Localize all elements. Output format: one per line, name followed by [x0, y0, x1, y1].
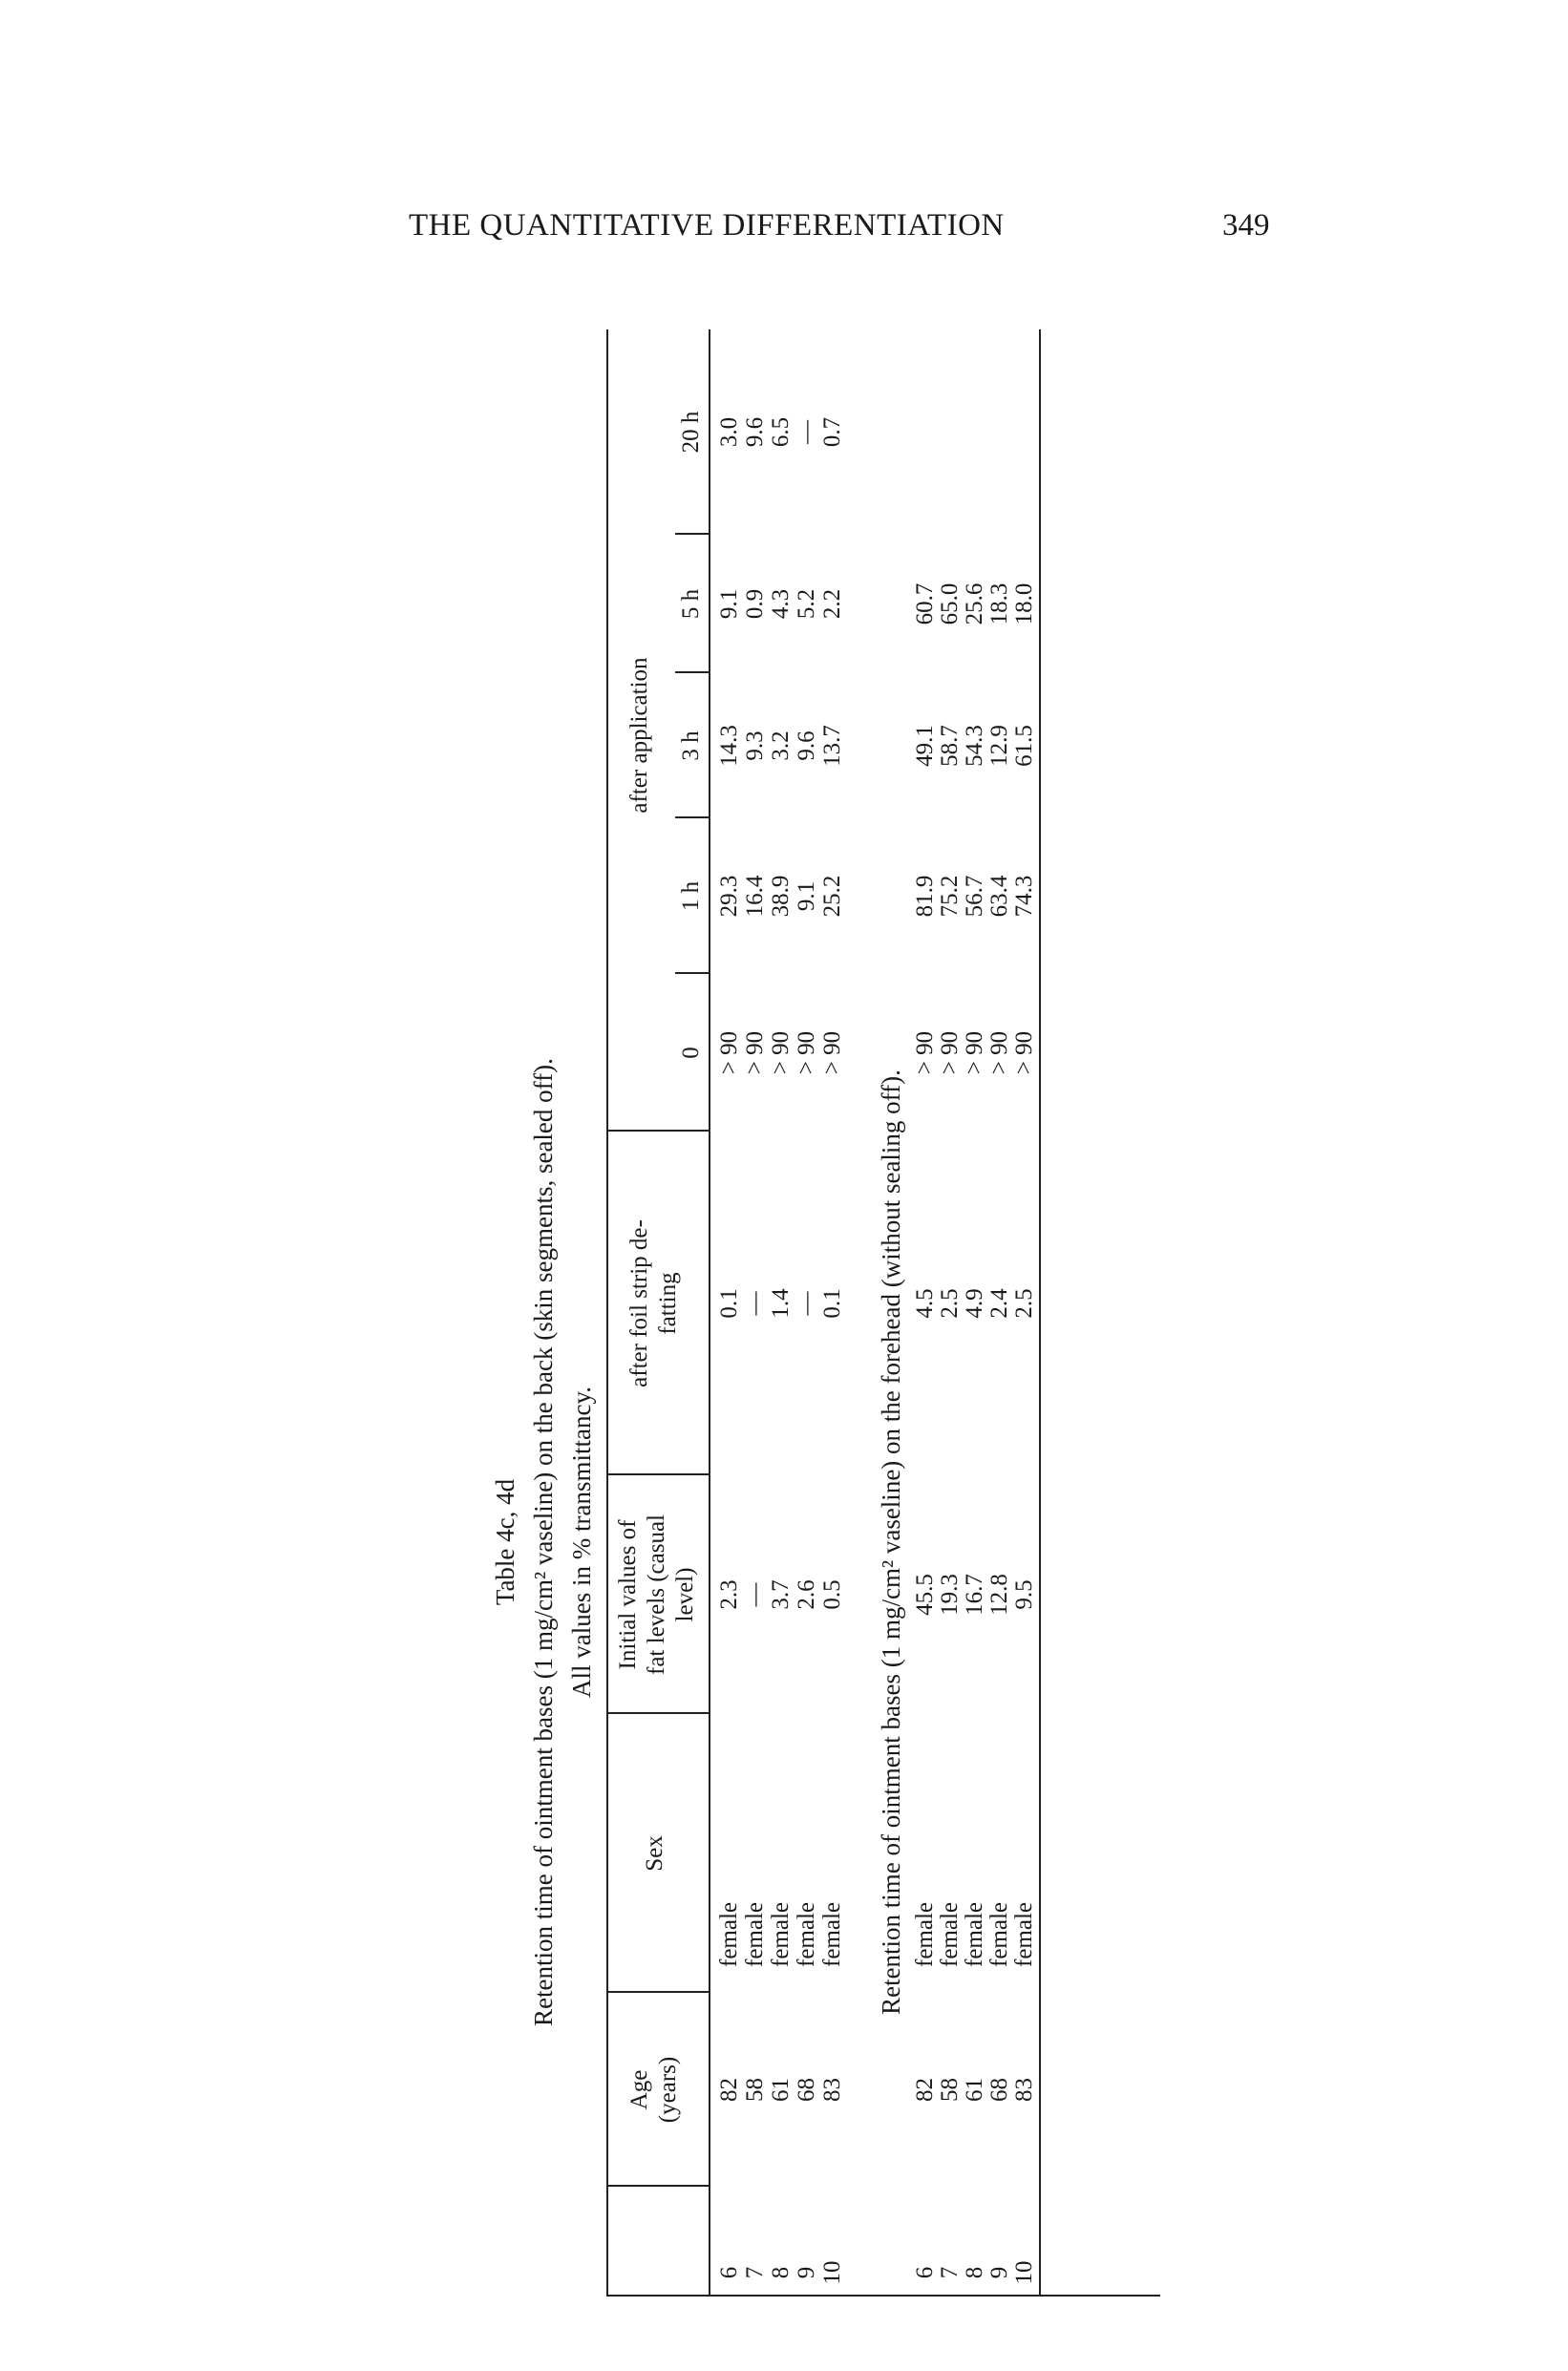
cell-t3: 3.2	[768, 730, 794, 761]
header-foil-line1: after foil strip de-	[626, 1219, 652, 1387]
cell-age: 82	[912, 2078, 938, 2102]
cell-foil: 2.5	[937, 1288, 963, 1319]
cell-t1: 29.3	[716, 875, 742, 918]
cell-foil: 2.5	[1011, 1288, 1037, 1319]
cell-t1: 38.9	[768, 875, 794, 918]
cell-t1: 25.2	[819, 875, 845, 918]
cell-t5: 18.3	[986, 582, 1012, 625]
cell-t3: 12.9	[986, 725, 1012, 767]
cell-t5: 9.1	[716, 588, 742, 620]
cell-t5: 5.2	[794, 588, 819, 620]
cell-no: 8	[768, 2266, 794, 2279]
cell-initial: 2.6	[794, 1579, 819, 1610]
cell-foil: 2.4	[986, 1288, 1012, 1319]
header-t3: 3 h	[678, 730, 704, 761]
cell-t1: 9.1	[794, 880, 819, 912]
cell-foil: 4.5	[912, 1288, 938, 1319]
cell-t3: 9.6	[794, 730, 819, 761]
cell-t5: 60.7	[912, 582, 938, 625]
cell-t20: 9.6	[742, 416, 768, 448]
cell-t3: 14.3	[716, 725, 742, 767]
cell-sex: female	[962, 1901, 987, 1967]
page-number: 349	[1222, 208, 1270, 243]
cell-age: 58	[742, 2078, 768, 2102]
cell-t1: 63.4	[986, 875, 1012, 918]
cell-initial: 16.7	[962, 1574, 987, 1616]
cell-t5: 4.3	[768, 588, 794, 620]
cell-no: 8	[962, 2266, 987, 2279]
cell-foil: —	[794, 1291, 819, 1316]
cell-no: 9	[986, 2266, 1012, 2279]
cell-no: 6	[716, 2266, 742, 2279]
cell-initial: 12.8	[986, 1574, 1012, 1616]
cell-initial: 3.7	[768, 1579, 794, 1610]
cell-t0: > 90	[986, 1030, 1012, 1075]
cell-t5: 18.0	[1011, 582, 1037, 625]
cell-t1: 75.2	[937, 875, 963, 918]
cell-t3: 58.7	[937, 725, 963, 767]
cell-initial: 0.5	[819, 1579, 845, 1610]
cell-initial: 9.5	[1011, 1579, 1037, 1610]
cell-t20: 0.7	[819, 416, 845, 448]
section2-caption: Retention time of ointment bases (1 mg/cm² vaseline) on the forehead (without sealing off).	[877, 1069, 905, 2015]
cell-no: 10	[1011, 2260, 1037, 2285]
cell-t1: 16.4	[742, 875, 768, 918]
cell-t3: 61.5	[1011, 725, 1037, 767]
cell-t1: 81.9	[912, 875, 938, 918]
cell-sex: female	[768, 1901, 794, 1967]
header-after-application: after application	[626, 657, 652, 814]
cell-age: 58	[937, 2078, 963, 2102]
header-t5: 5 h	[678, 588, 704, 620]
cell-t0: > 90	[819, 1030, 845, 1075]
header-initial-line2: fat levels (casual	[644, 1514, 669, 1675]
header-t0: 0	[678, 1047, 704, 1059]
cell-t5: 25.6	[962, 582, 987, 625]
cell-no: 9	[794, 2266, 819, 2279]
header-age-line1: Age	[626, 2069, 652, 2110]
cell-no: 7	[742, 2266, 768, 2279]
cell-t0: > 90	[912, 1030, 938, 1075]
cell-sex: female	[937, 1901, 963, 1967]
cell-t20: 3.0	[716, 416, 742, 448]
header-bottom-rule	[709, 329, 710, 2297]
cell-foil: 0.1	[819, 1288, 845, 1319]
cell-sex: female	[912, 1901, 938, 1967]
cell-sex: female	[794, 1901, 819, 1967]
cell-sex: female	[986, 1901, 1012, 1967]
table-caption-line2: All values in % transmittancy.	[567, 1387, 596, 1698]
cell-t0: > 90	[768, 1030, 794, 1075]
cell-age: 61	[962, 2078, 987, 2102]
header-age-line2: (years)	[655, 2056, 681, 2124]
table-caption-line1: Retention time of ointment bases (1 mg/cm² vaseline) on the back (skin segments, sealed off).	[529, 1058, 558, 2026]
cell-t0: > 90	[742, 1030, 768, 1075]
cell-foil: —	[742, 1291, 768, 1316]
cell-sex: female	[716, 1901, 742, 1967]
cell-t1: 74.3	[1011, 875, 1037, 918]
header-t1: 1 h	[678, 880, 704, 912]
table-bottom-rule	[1039, 329, 1041, 2297]
cell-t0: > 90	[716, 1030, 742, 1075]
rotated-table-block	[487, 301, 1041, 2297]
cell-t0: > 90	[1011, 1030, 1037, 1075]
page-header	[0, 208, 1568, 265]
cell-t1: 56.7	[962, 875, 987, 918]
cell-t3: 54.3	[962, 725, 987, 767]
cell-sex: female	[742, 1901, 768, 1967]
header-sex: Sex	[642, 1835, 667, 1872]
running-title: THE QUANTITATIVE DIFFERENTIATION	[409, 208, 1005, 243]
header-foil-line2: fatting	[655, 1272, 681, 1335]
cell-foil: 1.4	[768, 1288, 794, 1319]
cell-initial: 2.3	[716, 1579, 742, 1610]
cell-age: 83	[819, 2078, 845, 2102]
cell-age: 68	[794, 2078, 819, 2102]
cell-t5: 0.9	[742, 588, 768, 620]
cell-t5: 2.2	[819, 588, 845, 620]
cell-initial: 19.3	[937, 1574, 963, 1616]
cell-sex: female	[1011, 1901, 1037, 1967]
cell-foil: 4.9	[962, 1288, 987, 1319]
cell-no: 6	[912, 2266, 938, 2279]
header-initial-line3: level)	[672, 1567, 698, 1622]
header-initial-line1: Initial values of	[615, 1519, 641, 1670]
header-t20: 20 h	[678, 411, 704, 454]
cell-t0: > 90	[962, 1030, 987, 1075]
cell-initial: —	[742, 1582, 768, 1607]
cell-age: 82	[716, 2078, 742, 2102]
cell-t3: 9.3	[742, 730, 768, 761]
cell-t20: —	[794, 420, 819, 444]
cell-no: 7	[937, 2266, 963, 2279]
table-top-rule	[606, 329, 608, 2297]
cell-t0: > 90	[794, 1030, 819, 1075]
cell-t20: 6.5	[768, 416, 794, 448]
cell-sex: female	[819, 1901, 845, 1967]
cell-age: 68	[986, 2078, 1012, 2102]
cell-age: 61	[768, 2078, 794, 2102]
cell-foil: 0.1	[716, 1288, 742, 1319]
cell-no: 10	[819, 2260, 845, 2285]
cell-t3: 13.7	[819, 725, 845, 767]
cell-age: 83	[1011, 2078, 1037, 2102]
cell-t5: 65.0	[937, 582, 963, 625]
cell-t0: > 90	[937, 1030, 963, 1075]
cell-t3: 49.1	[912, 725, 938, 767]
cell-initial: 45.5	[912, 1574, 938, 1616]
table-label: Table 4c, 4d	[491, 1478, 519, 1606]
